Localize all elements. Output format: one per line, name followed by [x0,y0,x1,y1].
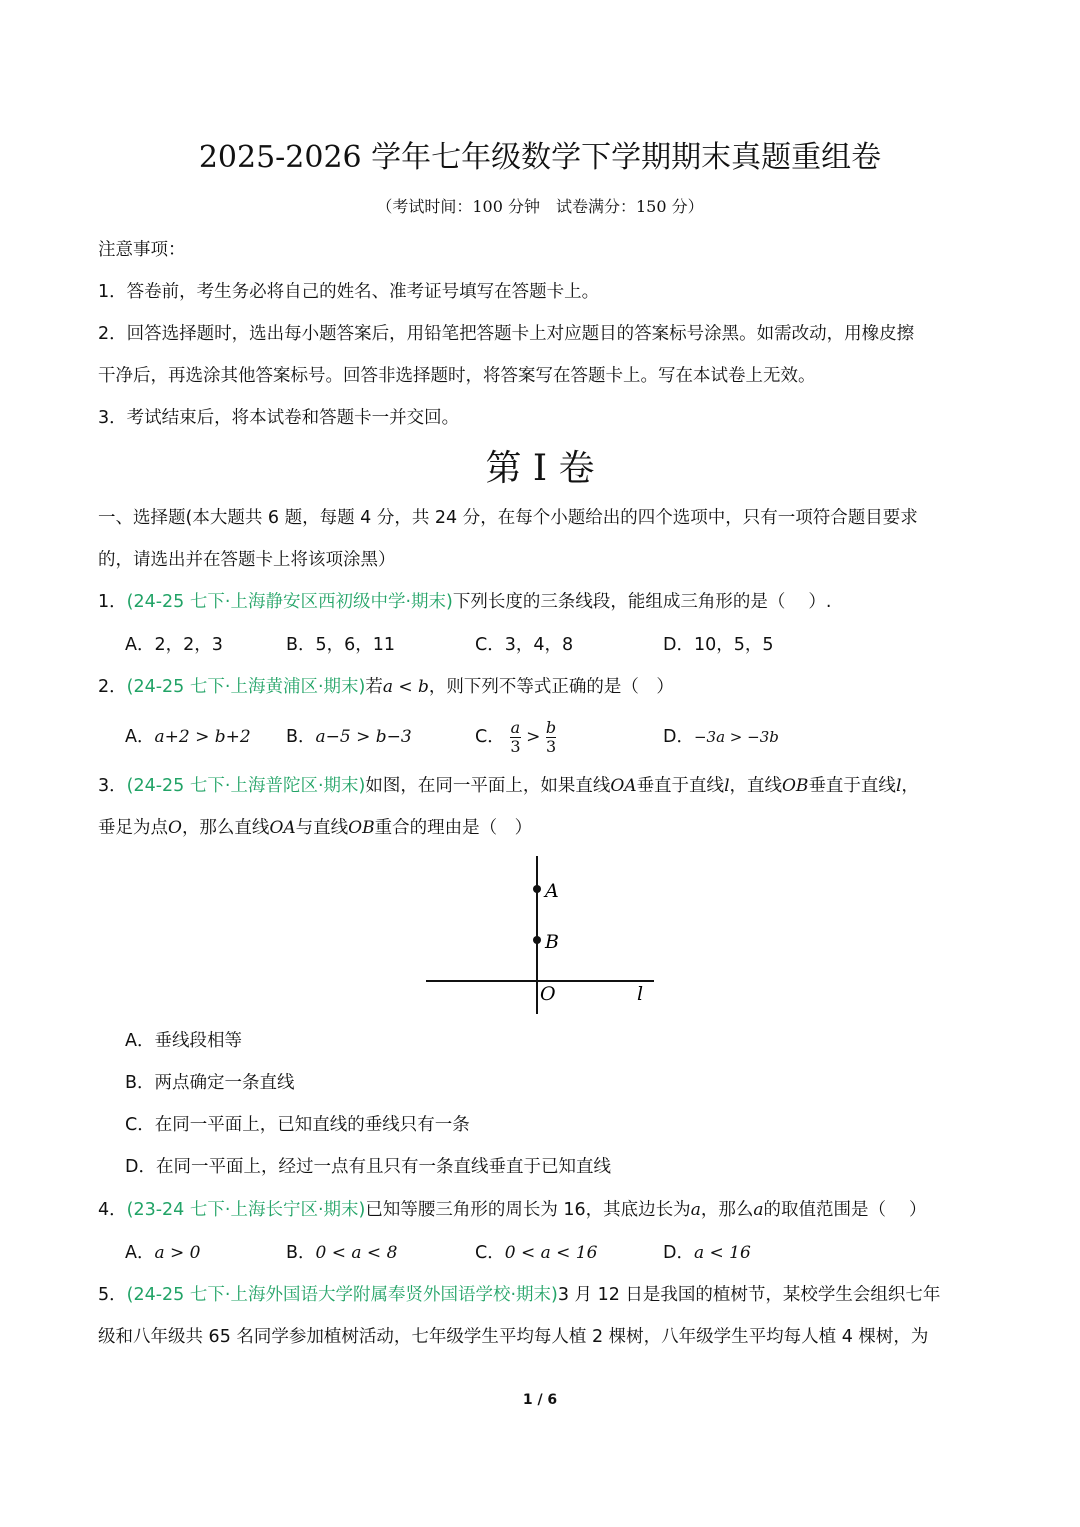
q3-option-b: B．两点确定一条直线 [125,1073,295,1093]
q4-option-b: B．0 < a < 8 [286,1243,398,1263]
q2-option-d: D．−3a > −3b [663,727,779,747]
question-text: 若 [365,677,383,697]
volume-title: 第 I 卷 [485,448,595,489]
question-1 [98,587,831,617]
section-heading-line-2: 的，请选出并在答题卡上将该项涂黑） [98,550,396,570]
fraction: $\frac{b}{3}$ [545,717,557,756]
label-o: O [540,983,556,1005]
q3-option-c: C．在同一平面上，已知直线的垂线只有一条 [125,1115,470,1135]
q3-option-d: D．在同一平面上，经过一点有且只有一条直线垂直于已知直线 [125,1157,611,1177]
label-l: l [637,983,644,1005]
question-4: 4．(23-24 七下·上海长宁区·期末)已知等腰三角形的周长为 16，其底边长为a，那么a的取值范围是（ ） [98,1200,927,1220]
page-number: 1 / 6 [522,1392,558,1408]
note-item-1: 1．答卷前，考生务必将自己的姓名、准考证号填写在答题卡上。 [98,282,600,302]
q1-option-b: B．5，6，11 [286,635,396,655]
option-math: a+2 > b+2 [154,727,251,747]
fraction: $\frac{a}{3}$ [510,717,521,756]
question-source: (24-25 七下·上海静安区西初级中学·期末) [126,592,453,612]
q4-option-c: C．0 < a < 16 [475,1243,598,1263]
point-b [533,936,541,944]
question-number: 2． [98,677,127,697]
q1-option-d: D．10，5，5 [663,635,774,655]
note-item-2-line-2: 干净后，再选涂其他答案标号。回答非选择题时，将答案写在答题卡上。写在本试卷上无效。 [98,366,816,386]
question-source: (23-24 七下·上海长宁区·期末) [126,1200,366,1220]
question-number: 3． [98,776,127,796]
label-b: B [545,931,559,953]
option-math: a−5 > b−3 [315,727,412,747]
q3-option-a: A．垂线段相等 [125,1031,242,1051]
label-a: A [545,880,559,902]
question-number: 1． [98,592,127,612]
q2-option-c: C． $\frac{a}{3}$ > $\frac{b}{3}$ [475,717,557,756]
condition-math: a < b [382,677,429,697]
q1-option-a: A．2，2，3 [125,635,223,655]
q2-option-b: B．a−5 > b−3 [286,727,412,747]
question-source: (24-25 七下·上海黄浦区·期末) [126,677,366,697]
q4-option-a: A．a > 0 [125,1243,201,1263]
question-3-line-1: 3．(24-25 七下·上海普陀区·期末)如图，在同一平面上，如果直线OA垂直于直线l，直线OB垂直于直线l， [98,776,919,796]
question-2 [98,672,674,702]
point-a [533,885,541,893]
q1-option-c: C．3，4，8 [475,635,574,655]
question-5-line-2: 级和八年级共 65 名同学参加植树活动，七年级学生平均每人植 2 棵树，八年级学生平均每人植 4 棵树，为 [98,1327,929,1347]
question-number: 4． [98,1200,127,1220]
q2-option-a: A．a+2 > b+2 [125,727,251,747]
note-item-2-line-1: 2．回答选择题时，选出每小题答案后，用铅笔把答题卡上对应题目的答案标号涂黑。如需改动，用橡皮擦 [98,324,915,344]
perpendicular-lines-figure [420,850,660,1020]
section-heading-line-1: 一、选择题(本大题共 6 题，每题 4 分，共 24 分，在每个小题给出的四个选项中，只有一项符合题目要求 [98,508,918,528]
notes-heading: 注意事项： [98,240,186,260]
question-text: 下列长度的三条线段，能组成三角形的是（ ）. [452,592,832,612]
question-number: 5． [98,1285,127,1305]
option-math: −3a > −3b [693,728,779,746]
exam-subtitle: （考试时间：100 分钟 试卷满分：150 分） [376,197,704,216]
question-source: (24-25 七下·上海普陀区·期末) [126,776,366,796]
note-item-3: 3．考试结束后，将本试卷和答题卡一并交回。 [98,408,460,428]
question-text: ，则下列不等式正确的是（ ） [428,677,674,697]
q4-option-d: D．a < 16 [663,1243,751,1263]
exam-title: 2025-2026 学年七年级数学下学期期末真题重组卷 [198,140,882,175]
question-5-line-1: 5．(24-25 七下·上海外国语大学附属奉贤外国语学校·期末)3 月 12 日是我国的植树节，某校学生会组织七年 [98,1285,941,1305]
question-source: (24-25 七下·上海外国语大学附属奉贤外国语学校·期末) [126,1285,558,1305]
question-3-line-2: 垂足为点O，那么直线OA与直线OB重合的理由是（ ） [98,818,533,838]
